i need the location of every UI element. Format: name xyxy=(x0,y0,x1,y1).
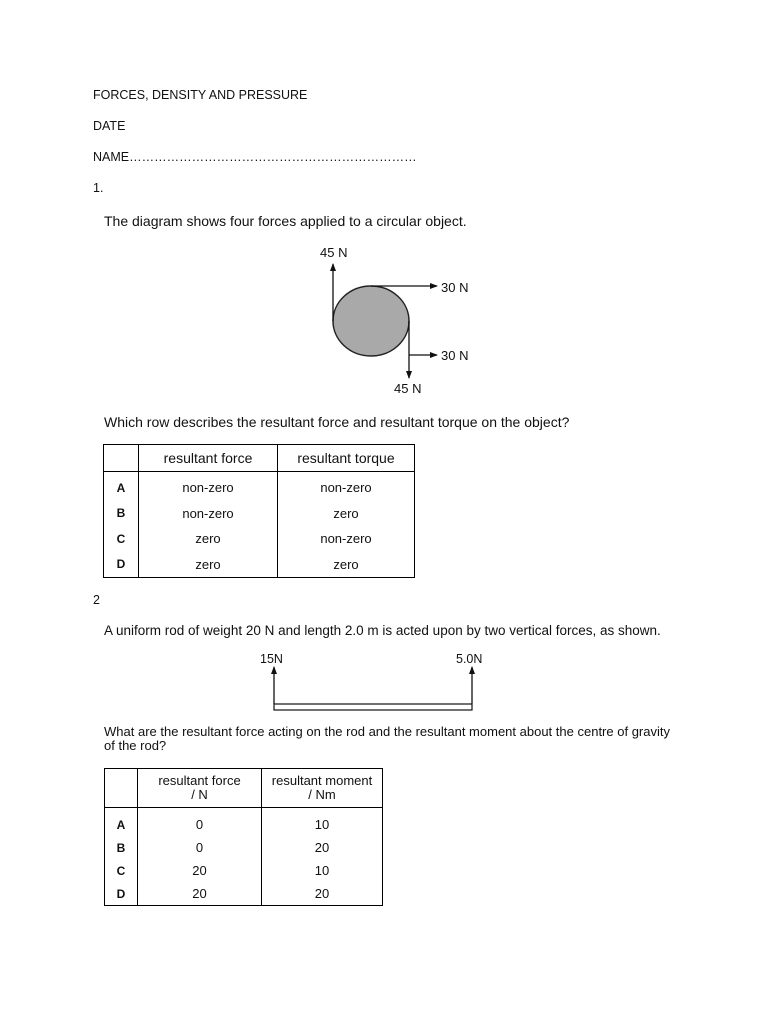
header-force-label: resultant force xyxy=(158,773,241,788)
table-row xyxy=(105,836,383,859)
header-moment-unit: / Nm xyxy=(308,787,336,802)
table-row xyxy=(105,859,383,882)
cell-torque: zero xyxy=(333,505,359,521)
worksheet-title: FORCES, DENSITY AND PRESSURE xyxy=(93,88,308,102)
label-force-bottom: 45 N xyxy=(394,381,422,396)
question-2-prompt: What are the resultant force acting on the rod and the resultant moment about the centre of gravity of the rod? xyxy=(104,724,670,753)
option-letter: A xyxy=(104,472,139,501)
option-letter: B xyxy=(104,501,139,527)
label-force-right-top: 30 N xyxy=(441,280,469,295)
header-resultant-force: resultant force xyxy=(139,445,278,472)
cell-moment: 20 xyxy=(314,840,330,855)
cell-force: non-zero xyxy=(139,501,278,527)
header-blank xyxy=(105,769,138,808)
header-resultant-force xyxy=(138,769,262,808)
date-label: DATE xyxy=(93,119,126,133)
question-2-number: 2 xyxy=(93,593,100,607)
option-letter: D xyxy=(105,882,138,906)
option-letter: A xyxy=(105,808,138,837)
option-letter: D xyxy=(104,552,139,578)
label-force-top: 45 N xyxy=(320,245,348,260)
question-1-prompt: Which row describes the resultant force and resultant torque on the object? xyxy=(104,414,570,430)
option-letter: C xyxy=(105,859,138,882)
label-force-right-bottom: 30 N xyxy=(441,348,469,363)
cell-moment: 10 xyxy=(314,863,330,878)
option-letter: B xyxy=(105,836,138,859)
cell-force: 0 xyxy=(138,836,262,859)
label-force-left: 15N xyxy=(260,652,283,666)
question-2-answer-table xyxy=(104,768,383,906)
cell-force: 20 xyxy=(138,859,262,882)
uniform-rod xyxy=(274,704,472,710)
cell-torque: zero xyxy=(333,556,359,572)
cell-force: 20 xyxy=(138,882,262,906)
cell-torque: non-zero xyxy=(320,531,372,547)
cell-moment: 20 xyxy=(314,886,330,901)
table-row xyxy=(105,808,383,837)
cell-force: 0 xyxy=(138,808,262,837)
label-force-right: 5.0N xyxy=(456,652,483,666)
header-resultant-torque: resultant torque xyxy=(278,445,415,472)
header-moment-label: resultant moment xyxy=(271,773,373,788)
table-row xyxy=(105,882,383,906)
cell-force: zero xyxy=(139,552,278,578)
table-header-row xyxy=(105,769,383,808)
cell-force: non-zero xyxy=(139,472,278,501)
cell-force: zero xyxy=(139,526,278,552)
question-1-intro: The diagram shows four forces applied to a circular object. xyxy=(104,213,467,229)
cell-moment: 10 xyxy=(314,817,330,832)
option-letter: C xyxy=(104,526,139,552)
cell-torque: non-zero xyxy=(320,480,372,496)
header-resultant-moment xyxy=(262,769,383,808)
question-1-number: 1. xyxy=(93,181,104,195)
name-field-label: NAME…………………………………………………………… xyxy=(93,150,417,164)
question-2-intro: A uniform rod of weight 20 N and length 2.0 m is acted upon by two vertical forces, as shown. xyxy=(104,623,661,638)
header-force-unit: / N xyxy=(191,787,208,802)
